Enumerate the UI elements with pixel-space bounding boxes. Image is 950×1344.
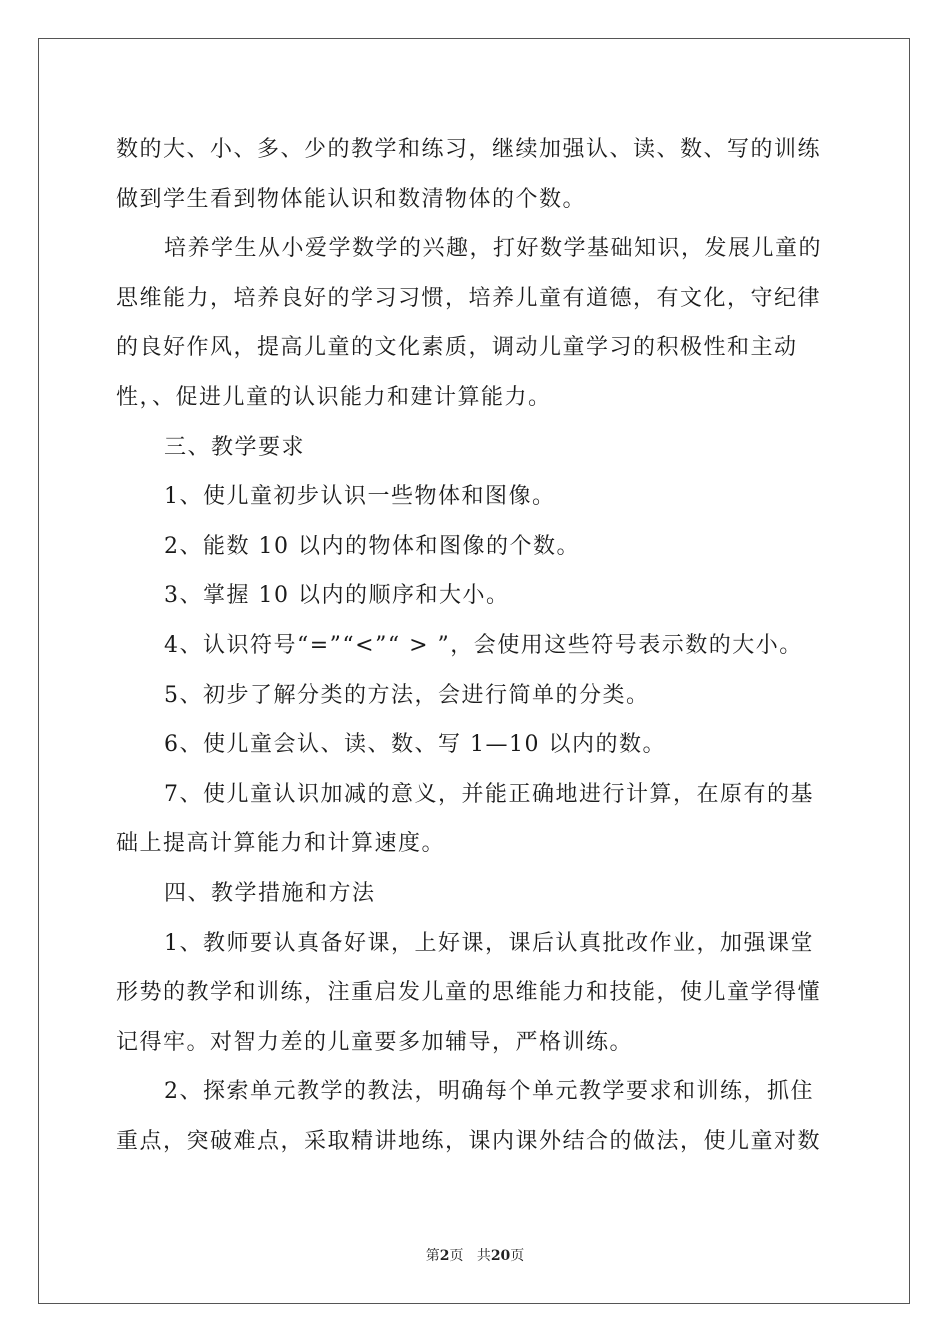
list-item: 3、掌握 10 以内的顺序和大小。 [164,583,510,609]
list-item: 1、教师要认真备好课，上好课，课后认真批改作业，加强课堂 [164,930,814,956]
list-item: 2、探索单元教学的教法，明确每个单元教学要求和训练，抓住 [164,1079,814,1105]
total-suffix: 页 [510,1248,525,1264]
text-line: 的良好作风，提高儿童的文化素质，调动儿童学习的积极性和主动 [116,335,798,361]
text-line: 培养学生从小爱学数学的兴趣，打好数学基础知识，发展儿童的 [164,236,823,262]
list-item: 7、使儿童认识加减的意义，并能正确地进行计算，在原有的基 [164,781,814,807]
text-line: 重点，突破难点，采取精讲地练，课内课外结合的做法，使儿童对数 [116,1128,822,1154]
list-item: 1、使儿童初步认识一些物体和图像。 [164,484,556,510]
page-number: 2 [439,1248,450,1264]
list-item: 2、能数 10 以内的物体和图像的个数。 [164,533,580,559]
text-line: 性，、促进儿童的认识能力和建计算能力。 [116,384,552,410]
text-line: 数的大、小、多、少的教学和练习，继续加强认、读、数、写的训练 [116,137,822,162]
text-line: 思维能力，培养良好的学习习惯，培养儿童有道德，有文化，守纪律 [116,285,822,311]
total-pages: 20 [490,1248,511,1264]
list-item: 5、初步了解分类的方法，会进行简单的分类。 [164,682,650,708]
page-prefix: 第 [425,1248,440,1264]
document-body [116,125,836,1166]
text-line: 形势的教学和训练，注重启发儿童的思维能力和技能，使儿童学得懂 [116,980,822,1006]
text-line: 记得牢。对智力差的儿童要多加辅导，严格训练。 [116,1029,634,1055]
list-item: 4、认识符号“=”“<”“ > ”，会使用这些符号表示数的大小。 [164,632,803,658]
text-line: 做到学生看到物体能认识和数清物体的个数。 [116,186,587,212]
section-heading: 四、教学措施和方法 [164,880,376,906]
total-prefix: 共 [476,1248,491,1264]
section-heading: 三、教学要求 [164,434,306,460]
list-item: 6、使儿童会认、读、数、写 1—10 以内的数。 [164,732,666,758]
text-line: 础上提高计算能力和计算速度。 [116,831,446,857]
page-suffix: 页 [449,1248,464,1264]
page-footer [0,1245,950,1265]
